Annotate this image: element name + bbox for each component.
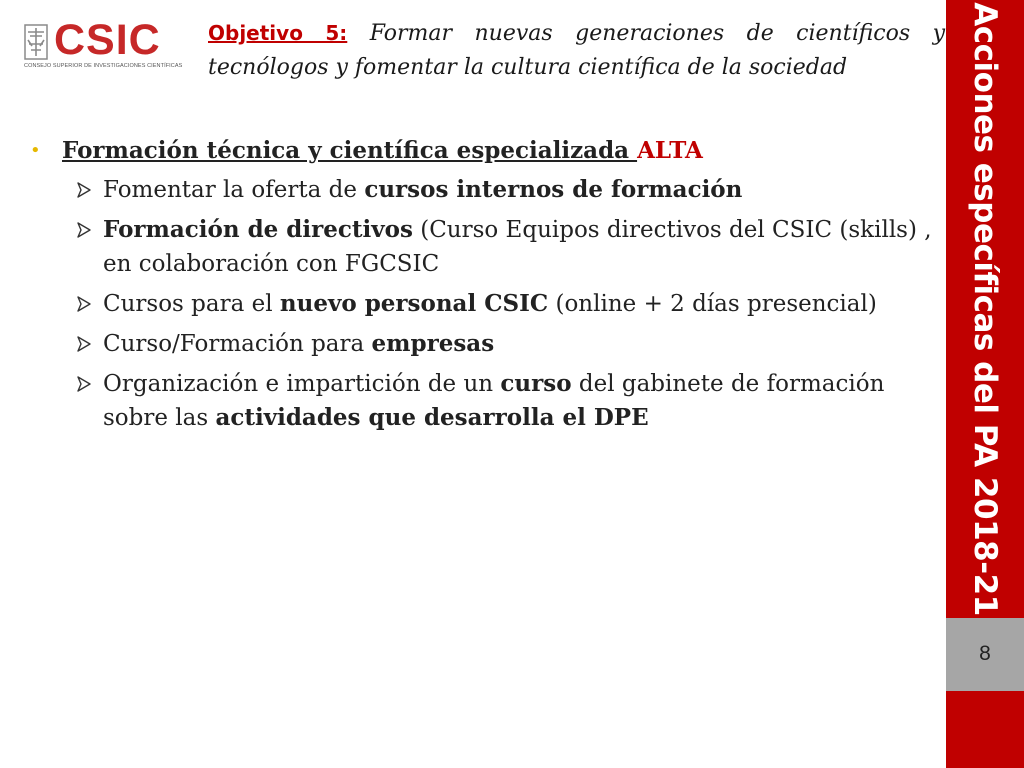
bold-text: empresas	[371, 330, 495, 357]
plain-text: Cursos para el	[103, 291, 280, 317]
list-item-text	[103, 367, 935, 435]
list-item	[75, 367, 935, 435]
logo-subtitle: CONSEJO SUPERIOR DE INVESTIGACIONES CIENTÍFICAS	[24, 63, 183, 69]
slide-heading	[208, 16, 945, 85]
sub-item-list	[30, 173, 935, 435]
list-item	[75, 213, 935, 281]
page-number-box	[946, 618, 1024, 691]
arrow-bullet-icon	[75, 367, 103, 393]
slide-content	[30, 134, 935, 441]
arrow-bullet-icon	[75, 173, 103, 199]
arrow-bullet-icon	[75, 287, 103, 313]
list-item	[75, 287, 935, 321]
bold-text: Formación de directivos	[103, 216, 413, 243]
sidebar-title-band	[946, 0, 1024, 618]
section-heading	[30, 134, 935, 168]
plain-text: Curso/Formación para	[103, 331, 372, 357]
bold-text: curso	[500, 370, 572, 397]
page-number: 8	[979, 642, 991, 665]
logo-wordmark-red-2: IC	[115, 16, 161, 64]
priority-label: ALTA	[637, 137, 703, 164]
plain-text: del gabinete de formación sobre las	[103, 371, 885, 431]
csic-logo	[24, 16, 184, 72]
dot-bullet-icon: •	[30, 140, 41, 161]
bold-text: nuevo personal CSIC	[279, 290, 549, 317]
logo-wordmark-red: CS	[54, 16, 116, 64]
list-item	[75, 327, 935, 361]
arrow-bullet-icon	[75, 213, 103, 239]
csic-seal-icon	[24, 24, 48, 60]
objective-label: Objetivo 5:	[208, 21, 348, 45]
sidebar-title: Acciones específicas del PA 2018-21	[967, 2, 1003, 616]
list-item-text	[103, 173, 935, 207]
list-item	[75, 173, 935, 207]
arrow-bullet-icon	[75, 327, 103, 353]
plain-text: Fomentar la oferta de	[103, 177, 365, 203]
objective-text: Formar nuevas generaciones de científicos y tecnólogos y fomentar la cultura científica de la sociedad	[208, 21, 945, 80]
list-item-text	[103, 287, 935, 321]
logo-wordmark	[54, 16, 161, 64]
list-item-text	[103, 213, 935, 281]
section-title: Formación técnica y científica especializada	[62, 137, 638, 164]
sidebar-bottom-band	[946, 691, 1024, 768]
list-item-text	[103, 327, 935, 361]
plain-text: (Curso Equipos directivos del CSIC (skills) , en colaboración con FGCSIC	[103, 217, 932, 277]
plain-text: Organización e impartición de un	[103, 371, 501, 397]
bold-text: cursos internos de formación	[364, 176, 743, 203]
bold-text: actividades que desarrolla el DPE	[215, 404, 649, 431]
plain-text: (online + 2 días presencial)	[548, 291, 877, 317]
